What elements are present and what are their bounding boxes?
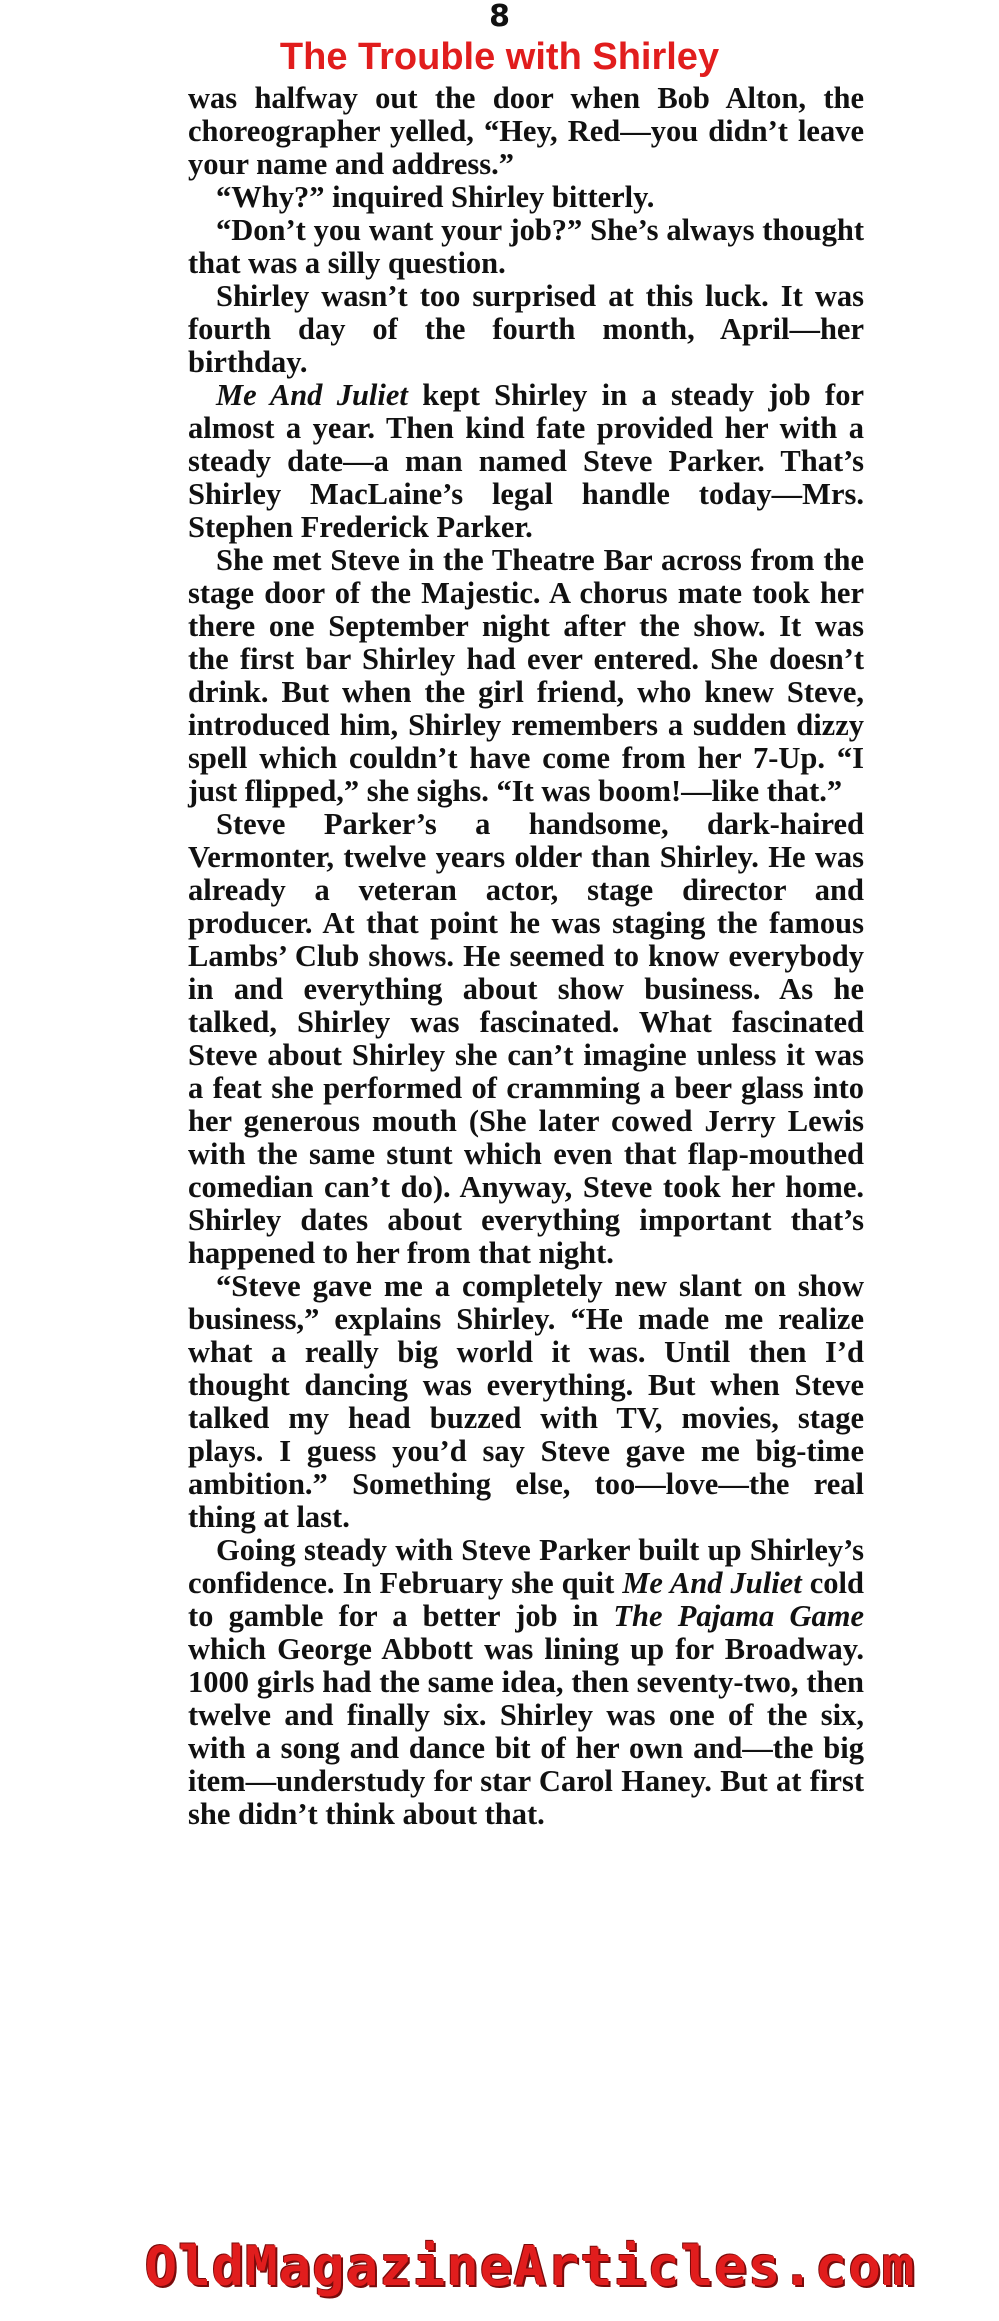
article-headline: The Trouble with Shirley xyxy=(279,36,720,78)
paragraph-text: Going steady with Steve Parker built up Shirley’s confidence. In February she quit xyxy=(188,1533,864,1600)
show-title: The Pajama Game xyxy=(613,1599,864,1633)
paragraph: “Steve gave me a completely new slant on show business,” explains Shirley. “He made me realize what a really big world it was. Until then I’d thought dancing was everything. But when Steve talked my head buzzed with TV, movies, stage plays. I guess you’d say Steve gave me big-time ambition.” Something else, too—love—the real thing at last. xyxy=(188,1269,864,1534)
paragraph-text: kept Shirley in a steady job for almost a year. Then kind fate provided her with a steady date—a man named Steve Parker. That’s Shirley MacLaine’s legal handle today—Mrs. Stephen Frederick Parker. xyxy=(188,378,864,544)
paragraph-text: cold to gamble for a better job in xyxy=(188,1566,864,1633)
paragraph-text: which George Abbott was lining up for Broadway. 1000 girls had the same idea, then seventy-two, then twelve and finally six. Shirley was one of the six, with a song and dance bit of her own and—the big item—understudy for star Carol Haney. But at first she didn’t think about that. xyxy=(188,1632,864,1831)
paragraph: “Don’t you want your job?” She’s always thought that was a silly question. xyxy=(188,213,864,280)
paragraph xyxy=(188,1534,864,1831)
paragraph: was halfway out the door when Bob Alton, the choreographer yelled, “Hey, Red—you didn’t leave your name and address.” xyxy=(188,81,864,181)
article-body xyxy=(188,82,864,1831)
page-number: 8 xyxy=(489,0,510,34)
paragraph: Steve Parker’s a handsome, dark-haired Vermonter, twelve years older than Shirley. He was already a veteran actor, stage director and producer. At that point he was staging the famous Lambs’ Club shows. He seemed to know everybody in and everything about show business. As he talked, Shirley was fascinated. What fascinated Steve about Shirley she can’t imagine unless it was a feat she performed of cramming a beer glass into her generous mouth (She later cowed Jerry Lewis with the same stunt which even that flap-mouthed comedian can’t do). Anyway, Steve took her home. Shirley dates about everything important that’s happened to her from that night. xyxy=(188,807,864,1270)
paragraph: She met Steve in the Theatre Bar across from the stage door of the Majestic. A chorus mate took her there one September night after the show. It was the first bar Shirley had ever entered. She doesn’t drink. But when the girl friend, who knew Steve, introduced him, Shirley remembers a sudden dizzy spell which couldn’t have come from her 7-Up. “I just flipped,” she sighs. “It was boom!—like that.” xyxy=(188,543,864,808)
site-watermark-logo: OldMagazineArticles.com xyxy=(144,2235,916,2298)
show-title: Me And Juliet xyxy=(622,1566,802,1600)
show-title: Me And Juliet xyxy=(216,378,408,412)
paragraph: Shirley wasn’t too surprised at this luck. It was fourth day of the fourth month, April—her birthday. xyxy=(188,279,864,379)
paragraph xyxy=(188,379,864,544)
paragraph: “Why?” inquired Shirley bitterly. xyxy=(216,180,655,214)
